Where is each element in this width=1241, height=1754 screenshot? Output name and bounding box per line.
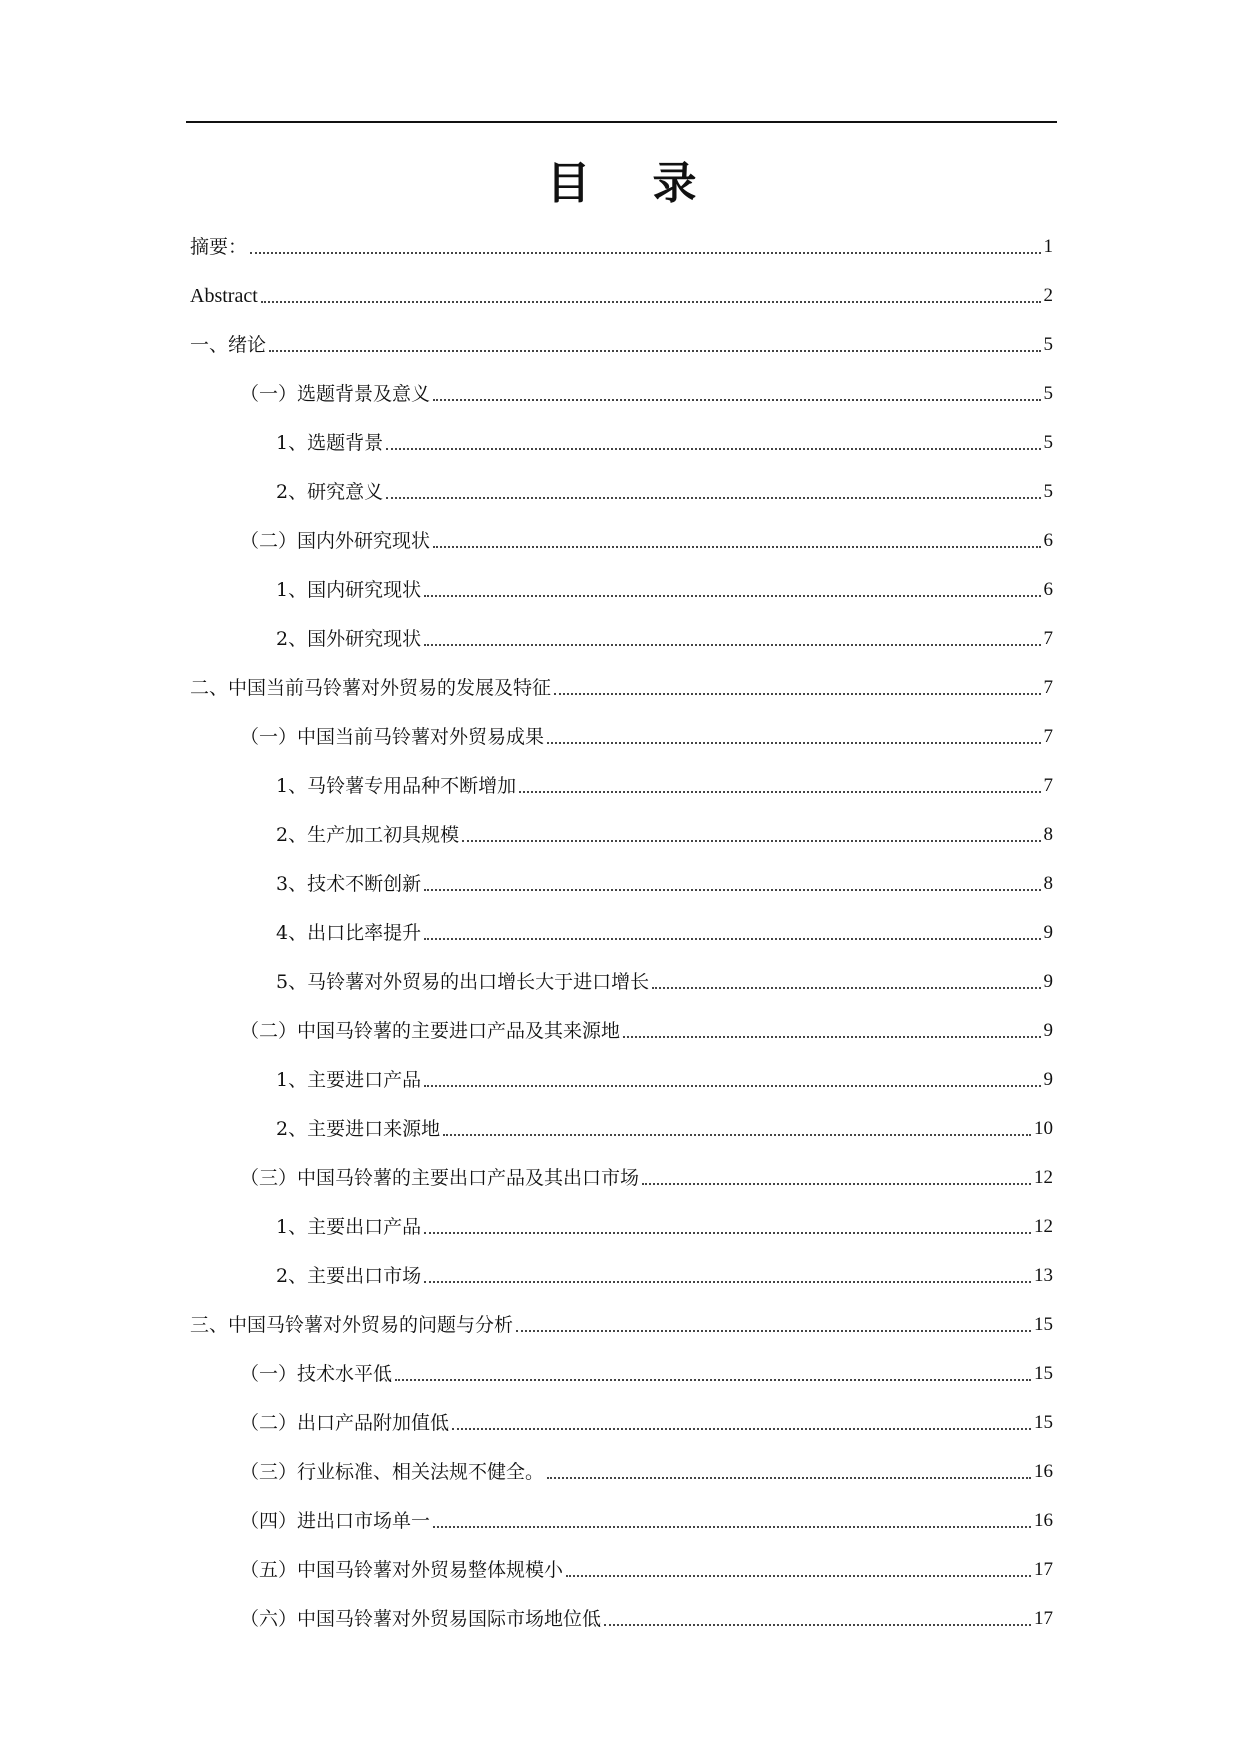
toc-dot-leader [386,497,1040,499]
toc-entry-page-number: 13 [1034,1265,1053,1286]
toc-entry-page-number: 15 [1034,1314,1053,1335]
toc-dot-leader [443,1134,1031,1136]
toc-entry[interactable] [186,1447,1057,1496]
toc-entry-label: 二、中国当前马铃薯对外贸易的发展及特征 [190,677,552,699]
toc-entry-page-number: 5 [1043,383,1053,404]
toc-entry-page-number: 8 [1043,873,1053,894]
toc-entry[interactable] [186,516,1057,565]
toc-entry-page-number: 7 [1043,726,1053,747]
toc-entry[interactable] [186,1545,1057,1594]
toc-entry-label: （六）中国马铃薯对外贸易国际市场地位低 [240,1608,602,1630]
toc-entry[interactable] [186,271,1057,320]
toc-entry-page-number: 12 [1034,1216,1053,1237]
toc-dot-leader [519,791,1040,793]
toc-dot-leader [452,1428,1031,1430]
toc-entry[interactable] [186,859,1057,908]
toc-entry-label: 1、国内研究现状 [276,579,422,601]
toc-entry-label: 2、研究意义 [276,481,384,503]
toc-entry-label: （一）技术水平低 [240,1363,393,1385]
toc-entry-label: 1、主要出口产品 [276,1216,422,1238]
toc-entry-page-number: 1 [1043,236,1053,257]
toc-entry[interactable] [186,957,1057,1006]
toc-entry-page-number: 8 [1043,824,1053,845]
toc-dot-leader [424,889,1040,891]
toc-entry[interactable] [186,1594,1057,1643]
toc-entry[interactable] [186,1153,1057,1202]
toc-entry-page-number: 10 [1034,1118,1053,1139]
toc-entry[interactable] [186,663,1057,712]
toc-entry-page-number: 9 [1043,922,1053,943]
toc-dot-leader [424,1085,1040,1087]
toc-dot-leader [566,1575,1031,1577]
toc-entry-page-number: 6 [1043,579,1053,600]
toc-entry-page-number: 12 [1034,1167,1053,1188]
toc-entry[interactable] [186,369,1057,418]
toc-entry-label: 2、主要进口来源地 [276,1118,441,1140]
toc-entry-label: 4、出口比率提升 [276,922,422,944]
toc-entry-label: （二）中国马铃薯的主要进口产品及其来源地 [240,1020,621,1042]
toc-entry-page-number: 15 [1034,1412,1053,1433]
toc-entry[interactable] [186,712,1057,761]
toc-entry-label: 2、国外研究现状 [276,628,422,650]
toc-entry[interactable] [186,1496,1057,1545]
toc-dot-leader [516,1330,1031,1332]
toc-entry-page-number: 16 [1034,1461,1053,1482]
table-of-contents [186,222,1057,1643]
toc-entry-label: （一）选题背景及意义 [240,383,431,405]
toc-dot-leader [261,301,1041,303]
toc-dot-leader [424,1281,1031,1283]
toc-dot-leader [462,840,1040,842]
toc-entry[interactable] [186,1349,1057,1398]
toc-entry[interactable] [186,222,1057,271]
toc-entry-page-number: 16 [1034,1510,1053,1531]
toc-dot-leader [623,1036,1040,1038]
toc-dot-leader [424,1232,1031,1234]
toc-entry[interactable] [186,467,1057,516]
toc-entry-label: 2、生产加工初具规模 [276,824,460,846]
toc-entry[interactable] [186,810,1057,859]
toc-dot-leader [424,938,1040,940]
toc-entry-page-number: 9 [1043,971,1053,992]
title-char-1: 目 [546,158,591,209]
toc-entry[interactable] [186,1398,1057,1447]
toc-entry-label: 摘要： [190,236,248,258]
toc-entry-label: 一、绪论 [190,334,267,356]
toc-dot-leader [424,595,1040,597]
toc-entry-label: （五）中国马铃薯对外贸易整体规模小 [240,1559,564,1581]
toc-entry-page-number: 17 [1034,1559,1053,1580]
toc-entry-page-number: 6 [1043,530,1053,551]
toc-entry[interactable] [186,908,1057,957]
toc-entry[interactable] [186,1055,1057,1104]
page-title [186,150,1057,218]
toc-entry-page-number: 7 [1043,677,1053,698]
toc-entry-label: （四）进出口市场单一 [240,1510,431,1532]
toc-entry-label: 1、选题背景 [276,432,384,454]
toc-entry-label: 5、马铃薯对外贸易的出口增长大于进口增长 [276,971,650,993]
toc-entry-page-number: 17 [1034,1608,1053,1629]
toc-entry[interactable] [186,418,1057,467]
header-rule [186,121,1057,123]
toc-entry-page-number: 9 [1043,1069,1053,1090]
toc-dot-leader [386,448,1040,450]
toc-entry-label: （三）中国马铃薯的主要出口产品及其出口市场 [240,1167,640,1189]
toc-dot-leader [250,252,1040,254]
toc-entry-label: （二）国内外研究现状 [240,530,431,552]
toc-entry[interactable] [186,320,1057,369]
toc-entry-page-number: 5 [1043,334,1053,355]
toc-entry-page-number: 2 [1043,285,1053,306]
toc-dot-leader [604,1624,1031,1626]
toc-entry-label: 2、主要出口市场 [276,1265,422,1287]
toc-entry[interactable] [186,1104,1057,1153]
toc-entry-page-number: 5 [1043,481,1053,502]
toc-entry-page-number: 7 [1043,628,1053,649]
toc-dot-leader [547,1477,1031,1479]
toc-dot-leader [554,693,1040,695]
toc-entry[interactable] [186,1006,1057,1055]
title-char-2: 录 [652,158,697,209]
toc-dot-leader [424,644,1040,646]
toc-entry-page-number: 15 [1034,1363,1053,1384]
toc-entry-label: 1、马铃薯专用品种不断增加 [276,775,517,797]
toc-entry-page-number: 9 [1043,1020,1053,1041]
toc-dot-leader [642,1183,1031,1185]
toc-entry[interactable] [186,1202,1057,1251]
toc-entry-label: 三、中国马铃薯对外贸易的问题与分析 [190,1314,514,1336]
toc-entry-label: （一）中国当前马铃薯对外贸易成果 [240,726,545,748]
toc-dot-leader [652,987,1040,989]
toc-dot-leader [395,1379,1031,1381]
toc-entry[interactable] [186,761,1057,810]
toc-entry[interactable] [186,565,1057,614]
toc-dot-leader [433,546,1040,548]
toc-entry-page-number: 7 [1043,775,1053,796]
toc-dot-leader [433,399,1040,401]
toc-entry[interactable] [186,614,1057,663]
toc-entry[interactable] [186,1251,1057,1300]
toc-entry-label: 1、主要进口产品 [276,1069,422,1091]
toc-dot-leader [547,742,1040,744]
toc-dot-leader [269,350,1040,352]
toc-entry-label: Abstract [190,285,258,307]
toc-entry-label: （三）行业标准、相关法规不健全。 [240,1461,545,1483]
toc-entry-label: 3、技术不断创新 [276,873,422,895]
toc-entry-label: （二）出口产品附加值低 [240,1412,450,1434]
toc-dot-leader [433,1526,1031,1528]
toc-entry-page-number: 5 [1043,432,1053,453]
toc-entry[interactable] [186,1300,1057,1349]
